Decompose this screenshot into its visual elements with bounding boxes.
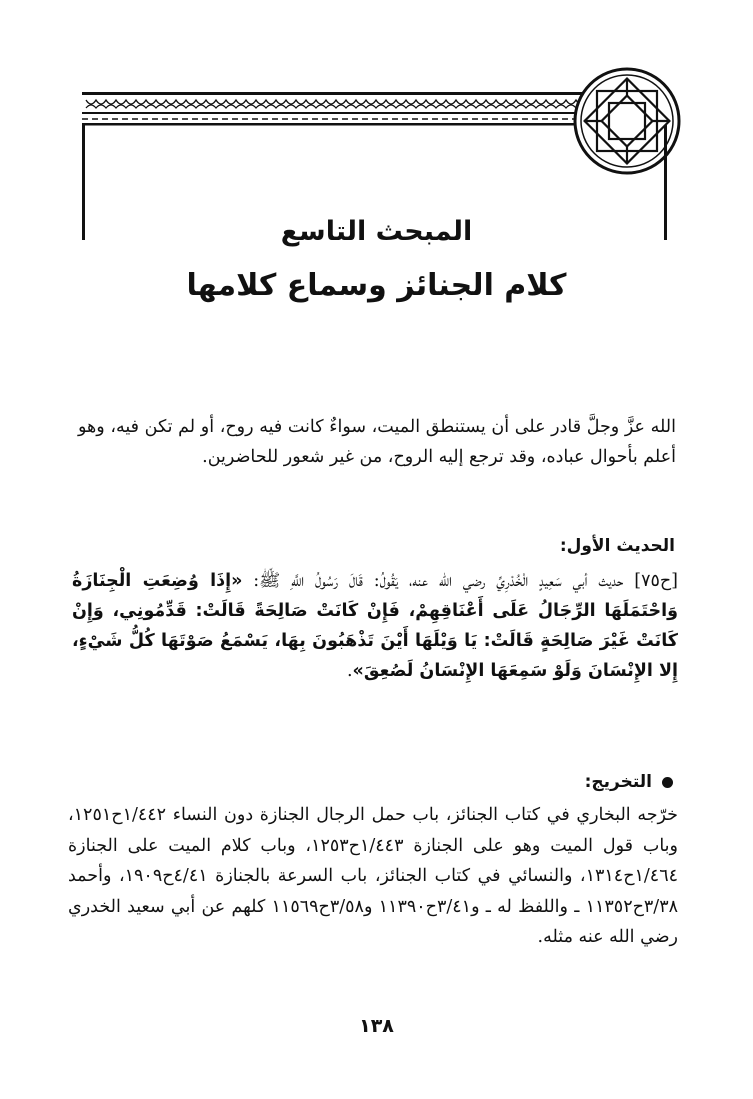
section-title: كلام الجنائز وسماع كلامها	[186, 268, 567, 303]
hadith-text	[72, 566, 678, 686]
bullet-icon	[662, 777, 673, 788]
section-heading: المبحث التاسع	[280, 216, 473, 247]
page-number: ١٣٨	[359, 1015, 394, 1037]
hadith-end: .	[346, 661, 353, 681]
takhrij-heading	[585, 772, 673, 792]
first-hadith-label: الحديث الأول:	[559, 536, 675, 556]
hadith-reference: [ح٧٥]	[634, 571, 678, 591]
takhrij-label: التخريج:	[584, 772, 652, 792]
hadith-intro: حديث أبي سَعِيدٍ الْخُدْرِيِّ رضي الله عنه، يَقُولُ: قَالَ رَسُولُ اللَّهِ ﷺ:	[242, 571, 635, 591]
takhrij-paragraph: خرّجه البخاري في كتاب الجنائز، باب حمل الرجال الجنازة دون النساء ١/٤٤٢ح١٢٥١، وباب قول الميت وهو على الجنازة ١/٤٤٣ح١٢٥٣، وباب كلام الميت على الجنازة ١/٤٦٤ح١٣١٤، والنسائي في كتاب الجنائز، باب السرعة بالجنازة ٤/٤١ح١٩٠٩، وأحمد ٣/٣٨ح١١٣٥٢ ـ واللفظ له ـ و٣/٤١ح١١٣٩٠ و٣/٥٨ح١١٥٦٩ كلهم عن أبي سعيد الخدري رضي الله عنه مثله.	[68, 805, 679, 947]
intro-paragraph: الله عزَّ وجلَّ قادر على أن يستنطق الميت، سواءٌ كانت فيه روح، أو لم تكن فيه، وهو أعلم بأحوال عباده، وقد ترجع إليه الروح، من غير شعور للحاضرين.	[78, 417, 676, 467]
hadith-quote: «إِذَا وُضِعَتِ الْجِنَازَةُ وَاحْتَمَلَهَا الرِّجَالُ عَلَى أَعْنَاقِهِمْ، فَإِنْ كَانَتْ صَالِحَةً قَالَتْ: قَدِّمُونِي، وَإِنْ كَانَتْ غَيْرَ صَالِحَةٍ قَالَتْ: يَا وَيْلَهَا أَيْنَ تَذْهَبُونَ بِهَا، يَسْمَعُ صَوْتَهَا كُلُّ شَيْءٍ، إِلا الإِنْسَانَ وَلَوْ سَمِعَهَا الإِنْسَانُ لَصُعِقَ»	[72, 571, 678, 681]
